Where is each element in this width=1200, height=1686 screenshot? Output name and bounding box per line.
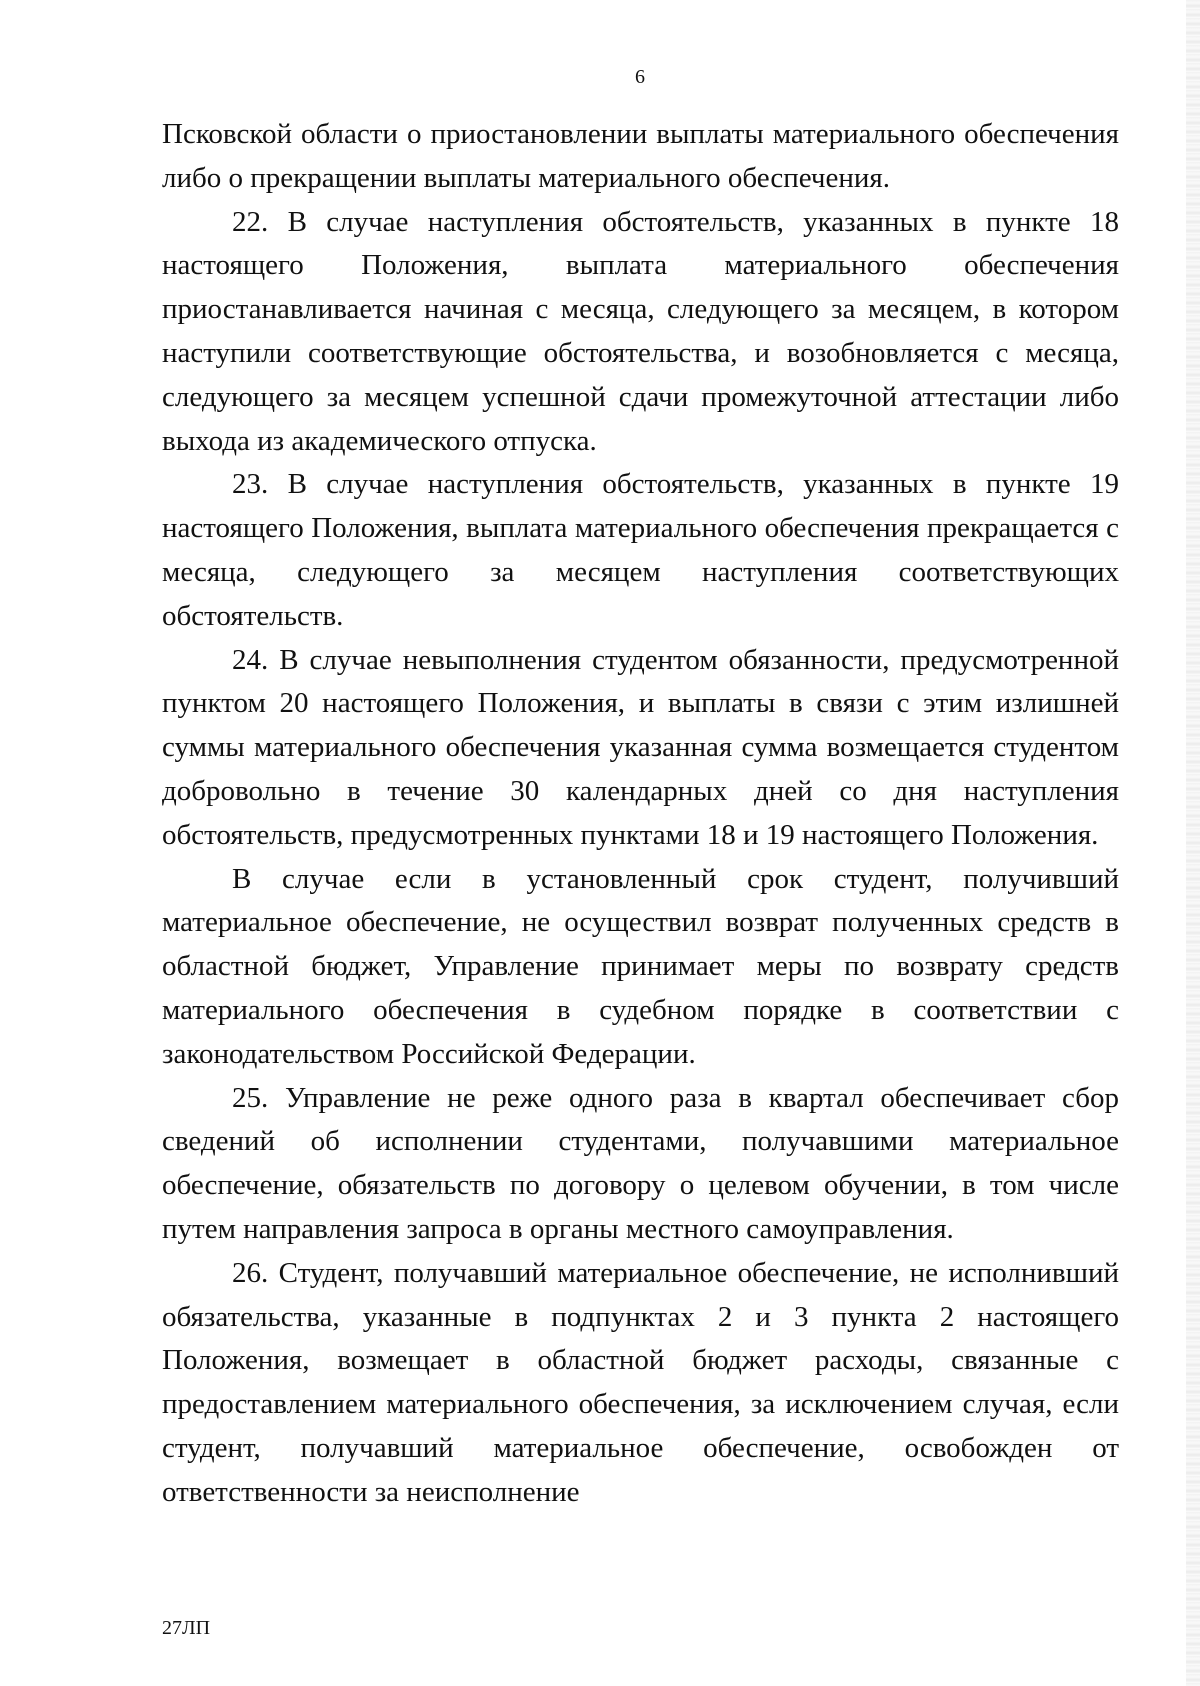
paragraph-23: 23. В случае наступления обстоятельств, указанных в пункте 19 настоящего Положения, выплата материального обеспечения прекращается с месяца, следующего за месяцем наступления соответствующих обстоятельств. <box>162 468 1119 632</box>
paragraph-continuation: Псковской области о приостановлении выплаты материального обеспечения либо о прекращении выплаты материального обеспечения. <box>162 118 1119 194</box>
paragraph-26: 26. Студент, получавший материальное обеспечение, не исполнивший обязательства, указанные в подпунктах 2 и 3 пункта 2 настоящего Положения, возмещает в областной бюджет расходы, связанные с предоставлением материального обеспечения, за исключением случая, если студент, получавший материальное обеспечение, освобожден от ответственности за неисполнение <box>162 1256 1119 1508</box>
document-body <box>162 113 1119 1515</box>
paragraph-24-refund: В случае если в установленный срок студент, получивший материальное обеспечение, не осуществил возврат полученных средств в областной бюджет, Управление принимает меры по возврату средств материального обеспечения в судебном порядке в соответствии с законодательством Российской Федерации. <box>162 862 1119 1070</box>
paragraph-24: 24. В случае невыполнения студентом обязанности, предусмотренной пунктом 20 настоящего Положения, и выплаты в связи с этим излишней суммы материального обеспечения указанная сумма возмещается студентом добровольно в течение 30 календарных дней со дня наступления обстоятельств, предусмотренных пунктами 18 и 19 настоящего Положения. <box>162 643 1119 851</box>
paragraph-22: 22. В случае наступления обстоятельств, указанных в пункте 18 настоящего Положения, выплата материального обеспечения приостанавливается начиная с месяца, следующего за месяцем, в котором наступили соответствующие обстоятельства, и возобновляется с месяца, следующего за месяцем успешной сдачи промежуточной аттестации либо выхода из академического отпуска. <box>162 205 1119 457</box>
scan-edge-shadow <box>1186 0 1200 1686</box>
page-number: 6 <box>635 66 645 88</box>
paragraph-25: 25. Управление не реже одного раза в квартал обеспечивает сбор сведений об исполнении студентами, получавшими материальное обеспечение, обязательств по договору о целевом обучении, в том числе путем направления запроса в органы местного самоуправления. <box>162 1081 1119 1245</box>
document-code: 27ЛП <box>162 1617 211 1639</box>
